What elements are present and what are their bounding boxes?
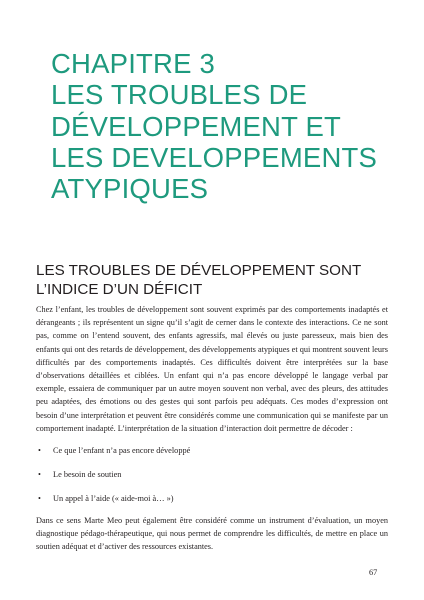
chapter-title-line-2: LES TROUBLES DE (51, 79, 308, 111)
chapter-title-line-1: CHAPITRE 3 (51, 48, 215, 79)
section-heading (36, 261, 386, 300)
section-heading-line-2: L’INDICE D’UN DÉFICIT (36, 281, 203, 299)
list-item (36, 445, 388, 469)
list-item-text: Un appel à l’aide (« aide-moi à… ») (53, 494, 174, 503)
body-paragraph-intro: Chez l’enfant, les troubles de développement sont souvent exprimés par des comportements inadaptés et dérangeants ; ils représentent un signe qu’il s’agit de cerner dans le contexte des interactions. Ce ne sont pas, comme on l’entend souvent, des enfants agressifs, mal élevés ou juste paresseux, mais bien des enfants qui ont des retards de développement, des développements atypiques et qui montrent souvent leurs difficultés par des comportements inadaptés. Ces difficultés doivent être interprétées sur la base d’observations détaillées et ciblées. Un enfant qui n’a pas encore développé le langage verbal par exemple, essaiera de communiquer par un autre moyen souvent non verbal, avec des pleurs, des attitudes peu adaptées, des émotions ou des gestes qui sont parfois peu adéquats. Ces modes d’expression ont besoin d’une interprétation et peuvent être considérés comme une communication qui se manifeste par un comportement inadapté. L’interprétation de la situation d’interaction doit permettre de décoder : (36, 305, 388, 433)
list-item-text: Ce que l’enfant n’a pas encore développé (53, 446, 191, 455)
chapter-title (51, 48, 381, 204)
page-number: 67 (369, 568, 378, 577)
list-item-text: Le besoin de soutien (53, 470, 122, 479)
bullet-marker: • (38, 494, 41, 503)
chapter-title-line-4: LES DEVELOPPEMENTS (51, 141, 378, 173)
body-paragraph-conclusion: Dans ce sens Marte Meo peut également être considéré comme un instrument d’évaluation, un moyen diagnostique pédago-thérapeutique, qui nous permet de comprendre les difficultés, de mettre en place un soutien adéquat et d’activer des ressources existantes. (36, 516, 388, 552)
chapter-title-line-3: DÉVELOPPEMENT ET (51, 110, 341, 142)
bullet-list (36, 445, 388, 517)
list-item (36, 469, 388, 493)
section-heading-line-1: LES TROUBLES DE DÉVELOPPEMENT SONT (36, 262, 362, 279)
bullet-marker: • (38, 446, 41, 455)
chapter-title-line-5: ATYPIQUES (51, 173, 209, 205)
bullet-marker: • (38, 470, 41, 479)
